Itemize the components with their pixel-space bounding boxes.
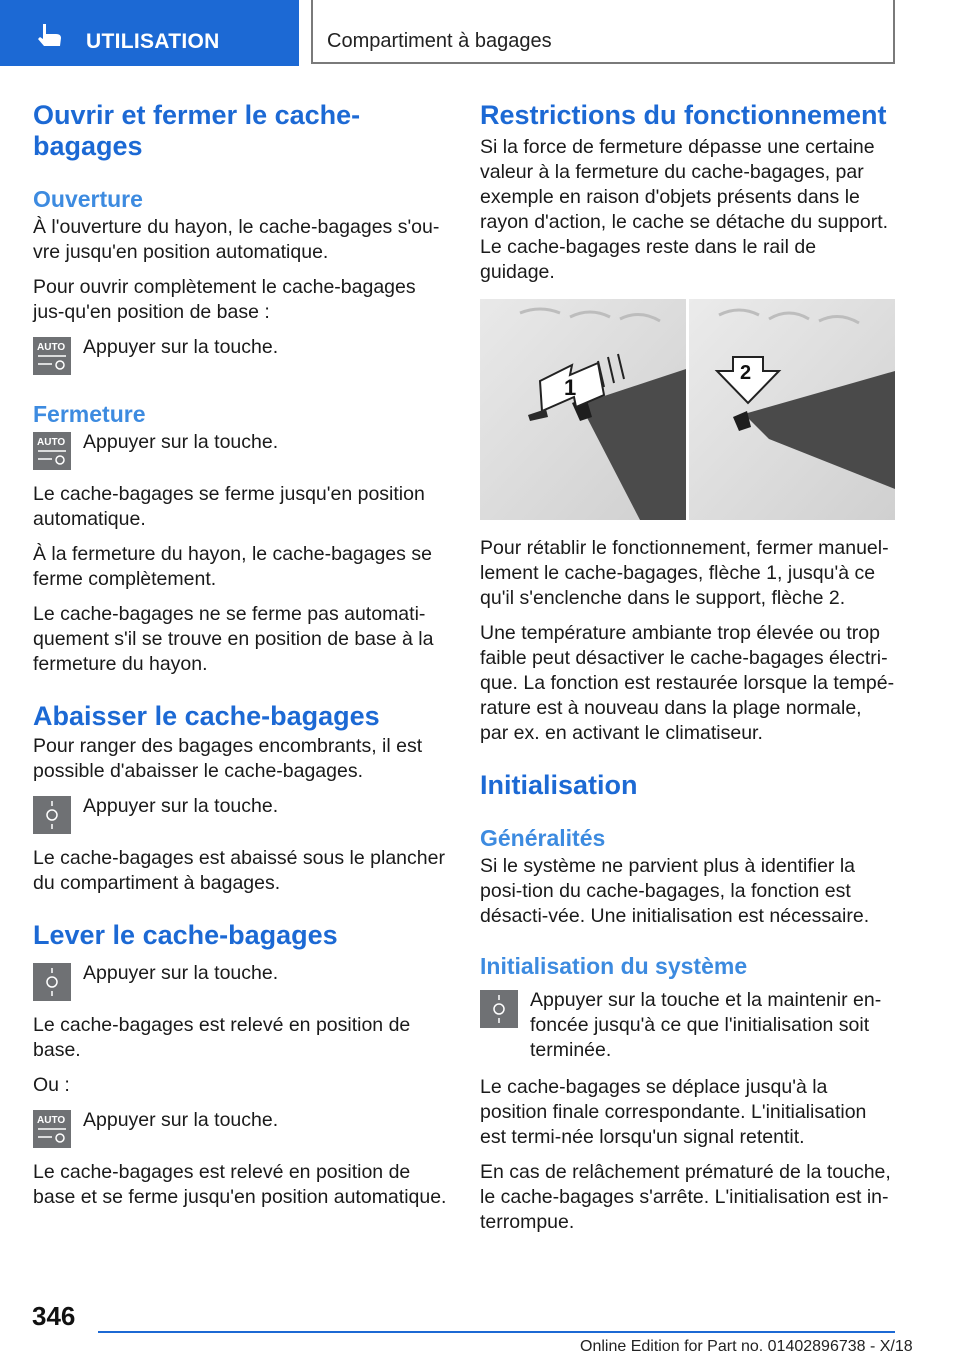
subheading-closing: Fermeture bbox=[33, 401, 146, 427]
instruction-text: Appuyer sur la touche. bbox=[83, 1109, 279, 1131]
figure-label-1: 1 bbox=[564, 375, 577, 400]
paragraph: Le cache-bagages se déplace jusqu'à la position finale correspondante. L'initialisation est termi-née lorsqu'un signal retentit. bbox=[480, 1076, 867, 1148]
paragraph: En cas de relâchement prématuré de la touche, le cache-bagages s'arrête. L'initialisation est in-terrompue. bbox=[480, 1161, 891, 1233]
svg-text:AUTO: AUTO bbox=[37, 342, 66, 353]
instruction-row bbox=[33, 794, 451, 834]
edition-note: Online Edition for Part no. 01402896738 - X/18 bbox=[580, 1338, 913, 1355]
section-title: UTILISATION bbox=[86, 30, 220, 53]
figure-label-2: 2 bbox=[740, 362, 752, 384]
auto-cover-button-icon bbox=[33, 432, 71, 470]
paragraph: Le cache-bagages est relevé en position de base. bbox=[33, 1014, 411, 1061]
paragraph: Pour ranger des bagages encombrants, il est possible d'abaisser le cache-bagages. bbox=[33, 735, 423, 782]
footer-divider bbox=[98, 1331, 895, 1333]
cover-lower-button-icon bbox=[33, 963, 71, 1001]
paragraph: Le cache-bagages est relevé en position de base et se ferme jusqu'en position automatique. bbox=[33, 1161, 447, 1208]
instruction-text: Appuyer sur la touche et la maintenir en-foncée jusqu'à ce que l'initialisation soit terminée. bbox=[530, 989, 882, 1061]
right-column bbox=[480, 100, 895, 1245]
paragraph: Pour rétablir le fonctionnement, fermer manuel-lement le cache-bagages, flèche 1, jusqu'à ce qu'il s'enclenche dans le support, flèche 2. bbox=[480, 537, 889, 609]
instruction-text: Appuyer sur la touche. bbox=[83, 336, 279, 358]
svg-text:AUTO: AUTO bbox=[37, 437, 66, 448]
subheading-general: Généralités bbox=[480, 825, 606, 851]
subheading-system-init: Initialisation du système bbox=[480, 953, 748, 979]
subheading-opening: Ouverture bbox=[33, 186, 143, 212]
chapter-title: Compartiment à bagages bbox=[327, 30, 552, 52]
instruction-row bbox=[33, 335, 451, 375]
heading-open-close: Ouvrir et fermer le cache-bagages bbox=[33, 100, 361, 161]
heading-lower: Abaisser le cache-bagages bbox=[33, 701, 380, 731]
section-tab bbox=[0, 0, 299, 66]
paragraph: Le cache-bagages est abaissé sous le plancher du compartiment à bagages. bbox=[33, 847, 445, 894]
instruction-row bbox=[33, 961, 451, 1001]
figure-cover-reattach bbox=[480, 299, 895, 520]
instruction-text: Appuyer sur la touche. bbox=[83, 795, 279, 817]
page-number: 346 bbox=[32, 1301, 76, 1331]
paragraph: Ou : bbox=[33, 1074, 70, 1096]
paragraph: Pour ouvrir complètement le cache-bagages jus-qu'en position de base : bbox=[33, 276, 416, 323]
heading-initialisation: Initialisation bbox=[480, 770, 638, 800]
chapter-box bbox=[311, 0, 895, 64]
heading-raise: Lever le cache-bagages bbox=[33, 920, 338, 950]
instruction-row bbox=[480, 988, 895, 1063]
instruction-text: Appuyer sur la touche. bbox=[83, 431, 279, 453]
svg-text:AUTO: AUTO bbox=[37, 1115, 66, 1126]
paragraph: Si le système ne parvient plus à identifier la posi-tion du cache-bagages, la fonction est désacti-vée. Une initialisation est nécessaire. bbox=[480, 855, 870, 927]
instruction-row bbox=[33, 430, 451, 470]
cover-lower-button-icon bbox=[480, 990, 518, 1028]
left-column bbox=[33, 100, 451, 1220]
auto-cover-button-icon bbox=[33, 337, 71, 375]
paragraph: Une température ambiante trop élevée ou trop faible peut désactiver le cache-bagages électri-que. La fonction est restaurée lorsque la tempé-rature est à nouveau dans la plage normale, par ex. en activant le climatiseur. bbox=[480, 622, 895, 744]
paragraph: À l'ouverture du hayon, le cache-bagages s'ou-vre jusqu'en position automatique. bbox=[33, 216, 440, 263]
figure-panel-1 bbox=[480, 299, 686, 520]
heading-restrictions: Restrictions du fonctionnement bbox=[480, 100, 887, 130]
paragraph: Le cache-bagages se ferme jusqu'en position automatique. bbox=[33, 483, 425, 530]
cover-lower-button-icon bbox=[33, 796, 71, 834]
figure-panel-2 bbox=[689, 299, 895, 520]
hand-pointer-icon bbox=[34, 22, 64, 48]
paragraph: Le cache-bagages ne se ferme pas automati-quement s'il se trouve en position de base à la fermeture du hayon. bbox=[33, 603, 434, 675]
paragraph: Si la force de fermeture dépasse une certaine valeur à la fermeture du cache-bagages, par exemple en raison d'objets présents dans le rayon d'action, le cache se détache du support. Le cache-bagages reste dans le rail de guidage. bbox=[480, 136, 889, 283]
paragraph: À la fermeture du hayon, le cache-bagages se ferme complètement. bbox=[33, 543, 432, 590]
auto-cover-button-icon bbox=[33, 1110, 71, 1148]
instruction-text: Appuyer sur la touche. bbox=[83, 962, 279, 984]
instruction-row bbox=[33, 1108, 451, 1148]
